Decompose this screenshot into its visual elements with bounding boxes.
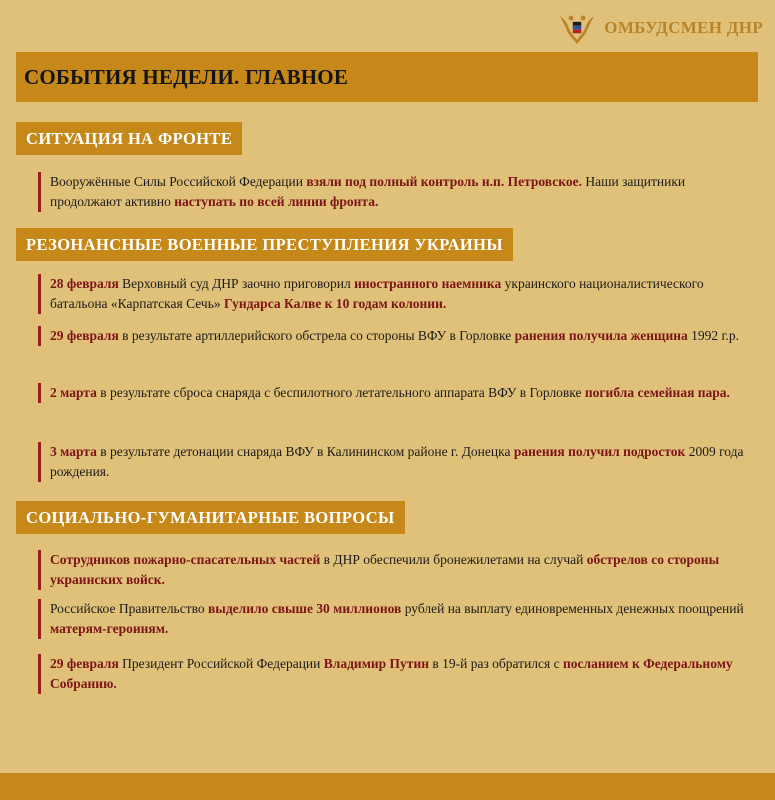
body-text: Вооружённые Силы Российской Федерации — [50, 174, 307, 189]
body-text: 2009 года рождения. — [50, 444, 744, 479]
section-header-social — [16, 501, 405, 534]
body-text: в ДНР обеспечили бронежилетами на случай — [320, 552, 587, 567]
highlight-text: Сотрудников пожарно-спасательных частей — [50, 552, 321, 567]
section-title: СИТУАЦИЯ НА ФРОНТЕ — [26, 128, 233, 148]
body-text: 1992 г.р. — [687, 328, 740, 343]
body-text: Наши защитники продолжают активно — [50, 174, 686, 209]
body-text: рублей на выплату единовременных денежных поощрений — [401, 601, 744, 616]
highlight-text: 2 марта — [50, 385, 97, 400]
section-header-front — [16, 122, 242, 155]
highlight-text: 3 марта — [50, 444, 97, 459]
highlight-text: иностранного наемника — [354, 276, 502, 291]
highlight-text: обстрелов со стороны украинских войск. — [50, 552, 720, 587]
body-text: в результате артиллерийского обстрела со стороны ВФУ в Горловке — [118, 328, 515, 343]
news-item — [38, 599, 744, 639]
highlight-text: матерям-героиням. — [50, 621, 169, 636]
body-text: в результате детонации снаряда ВФУ в Калининском районе г. Донецка — [96, 444, 514, 459]
news-item — [38, 326, 744, 346]
highlight-text: 28 февраля — [50, 276, 119, 291]
brand-name: ОМБУДСМЕН ДНР — [604, 18, 763, 37]
news-item — [38, 274, 744, 314]
highlight-text: ранения получил подросток — [513, 444, 686, 459]
body-text: Российское Правительство — [50, 601, 209, 616]
highlight-text: наступать по всей линии фронта. — [174, 194, 379, 209]
section-header-war-crimes — [16, 228, 513, 261]
section-title: СОЦИАЛЬНО-ГУМАНИТАРНЫЕ ВОПРОСЫ — [26, 507, 395, 527]
body-text: в 19-й раз обратился с — [429, 656, 563, 671]
highlight-text: Владимир Путин — [323, 656, 429, 671]
highlight-text: выделило свыше 30 миллионов — [208, 601, 402, 616]
section-title: РЕЗОНАНСНЫЕ ВОЕННЫЕ ПРЕСТУПЛЕНИЯ УКРАИНЫ — [26, 234, 503, 254]
body-text: Президент Российской Федерации — [118, 656, 324, 671]
body-text: Верховный суд ДНР заочно приговорил — [118, 276, 355, 291]
highlight-text: посланием к Федеральному Собранию. — [50, 656, 733, 691]
double-headed-eagle-icon — [558, 10, 596, 46]
news-item — [38, 550, 744, 590]
highlight-text: погибла семейная пара. — [584, 385, 730, 400]
news-item — [38, 172, 744, 212]
highlight-text: Гундарса Калве к 10 годам колонии. — [224, 296, 447, 311]
news-item — [38, 654, 744, 694]
highlight-text: ранения получила женщина — [514, 328, 688, 343]
highlight-text: взяли под полный контроль н.п. Петровское. — [306, 174, 582, 189]
news-item — [38, 442, 744, 482]
footer-bar — [0, 773, 775, 800]
highlight-text: 29 февраля — [50, 656, 119, 671]
body-text: украинского националистического батальона «Карпатская Сечь» — [50, 276, 704, 311]
brand — [558, 10, 763, 46]
body-text: в результате сброса снаряда с беспилотного летательного аппарата ВФУ в Горловке — [96, 385, 585, 400]
page-title: СОБЫТИЯ НЕДЕЛИ. ГЛАВНОЕ — [24, 64, 349, 89]
highlight-text: 29 февраля — [50, 328, 119, 343]
news-item — [38, 383, 744, 403]
main-header — [16, 52, 758, 102]
